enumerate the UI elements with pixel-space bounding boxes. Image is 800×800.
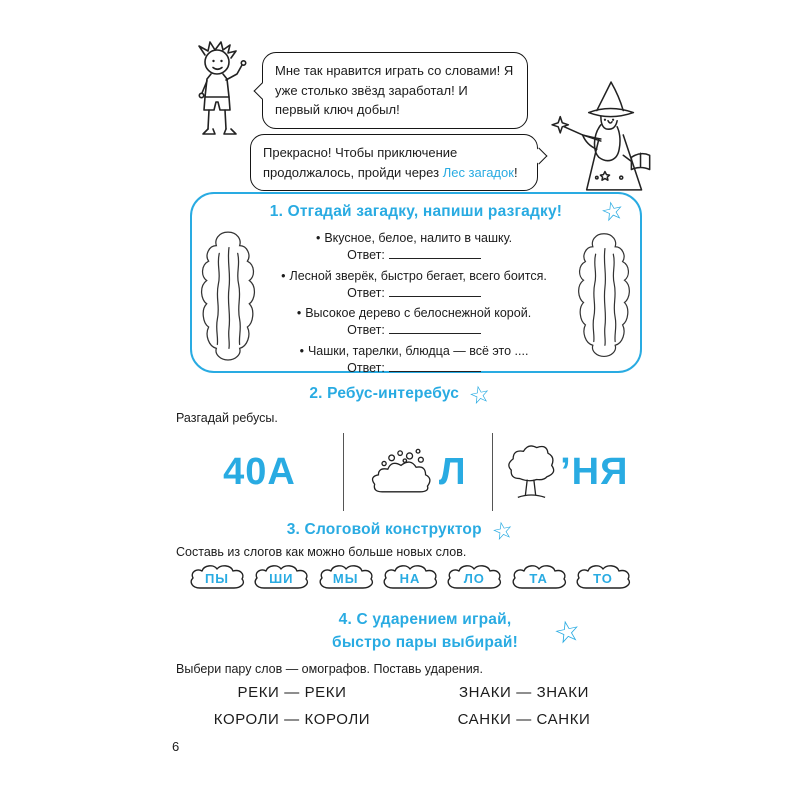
task4-title-line1: 4. С ударением играй, xyxy=(338,611,512,628)
task1-riddle-box xyxy=(190,192,642,373)
syllable-cloud xyxy=(445,563,503,593)
star-icon: ☆ xyxy=(466,379,494,411)
speech-bubble-tail xyxy=(530,148,547,165)
star-icon: ☆ xyxy=(597,194,627,230)
word-pair: РЕКИ — РЕКИ xyxy=(237,684,347,701)
task4-title-line2: быстро пары выбирай! xyxy=(332,634,518,652)
word-pair: КОРОЛИ — КОРОЛИ xyxy=(213,711,371,728)
task3-title: 3. Слоговой конструктор xyxy=(286,521,482,538)
boy-speech-text: Мне так нравится играть со словами! Я уже столько звёзд заработал! И первый ключ добыл! xyxy=(275,63,514,117)
syllable-label: ТА xyxy=(529,571,548,586)
task3-heading-row xyxy=(0,517,800,545)
riddle-text: Чашки, тарелки, блюдца — всё это .... xyxy=(307,343,529,358)
wizard-speech-bubble xyxy=(250,134,538,191)
answer-label: Ответ: xyxy=(347,360,385,375)
answer-blank xyxy=(389,361,481,372)
task2-instruction: Разгадай ребусы. xyxy=(176,411,278,425)
wizard-speech-suffix: ! xyxy=(513,164,518,180)
syllable-label: ШИ xyxy=(269,571,294,586)
wizard-speech-text: Прекрасно! Чтобы приключение продолжалось, пройди через xyxy=(263,145,458,180)
syllable-label: ПЫ xyxy=(204,571,230,586)
syllable-label: ТО xyxy=(593,571,613,586)
riddle-list xyxy=(264,230,564,380)
riddle-item xyxy=(264,230,564,264)
tree-icon xyxy=(504,441,558,503)
homograph-pairs-grid xyxy=(176,684,640,728)
shaggy-tree-illustration xyxy=(571,230,637,362)
word-pair: ЗНАКИ — ЗНАКИ xyxy=(459,684,589,701)
syllable-cloud xyxy=(510,563,568,593)
answer-blank xyxy=(389,286,481,297)
syllable-cloud xyxy=(317,563,375,593)
answer-label: Ответ: xyxy=(347,285,385,300)
forest-of-riddles-link-text: Лес загадок xyxy=(442,164,514,180)
syllable-clouds-row xyxy=(188,563,632,593)
syllable-label: ЛО xyxy=(463,571,485,586)
page-number: 6 xyxy=(172,739,180,754)
syllable-cloud xyxy=(252,563,310,593)
rebus-text: Л xyxy=(438,450,467,493)
riddle-item xyxy=(264,305,564,339)
answer-blank xyxy=(389,248,481,259)
speech-bubble-tail xyxy=(253,83,270,100)
foam-bubbles-icon xyxy=(369,444,435,500)
wizard-character-illustration xyxy=(548,76,668,200)
syllable-label: МЫ xyxy=(332,571,359,586)
bullet-icon: • xyxy=(299,343,304,358)
task2-heading-row xyxy=(0,381,800,409)
riddle-item xyxy=(264,343,564,377)
bullet-icon: • xyxy=(296,306,302,320)
word-pair: САНКИ — САНКИ xyxy=(457,711,591,728)
answer-label: Ответ: xyxy=(347,323,385,338)
boy-speech-bubble xyxy=(262,52,528,129)
rebus-text: 40А xyxy=(223,450,296,493)
rebus-item-1 xyxy=(176,433,343,511)
task3-instruction: Составь из слогов как можно больше новых слов. xyxy=(176,545,467,559)
bullet-icon: • xyxy=(281,268,286,283)
star-icon: ☆ xyxy=(489,515,516,547)
task4-instruction: Выбери пару слов — омографов. Поставь ударения. xyxy=(176,662,483,676)
riddle-item xyxy=(264,268,564,302)
shaggy-tree-illustration xyxy=(197,226,259,368)
boy-character-illustration xyxy=(180,40,254,144)
star-icon: ☆ xyxy=(550,612,585,653)
rebus-item-3 xyxy=(492,433,640,511)
answer-label: Ответ: xyxy=(347,248,385,263)
rebus-text: ’НЯ xyxy=(560,450,629,493)
syllable-cloud xyxy=(574,563,632,593)
syllable-cloud xyxy=(381,563,439,593)
riddle-text: Высокое дерево с белоснежной корой. xyxy=(305,306,532,320)
bullet-icon: • xyxy=(315,231,321,245)
syllable-cloud xyxy=(188,563,246,593)
answer-blank xyxy=(389,323,481,334)
riddle-text: Вкусное, белое, налито в чашку. xyxy=(324,231,513,245)
rebus-row xyxy=(176,431,640,513)
task1-title: 1. Отгадай загадку, напиши разгадку! xyxy=(269,203,563,220)
syllable-label: НА xyxy=(399,571,421,586)
rebus-item-2 xyxy=(343,433,491,511)
task2-title: 2. Ребус-интеребус xyxy=(309,385,460,402)
riddle-text: Лесной зверёк, быстро бегает, всего боится. xyxy=(289,268,547,283)
